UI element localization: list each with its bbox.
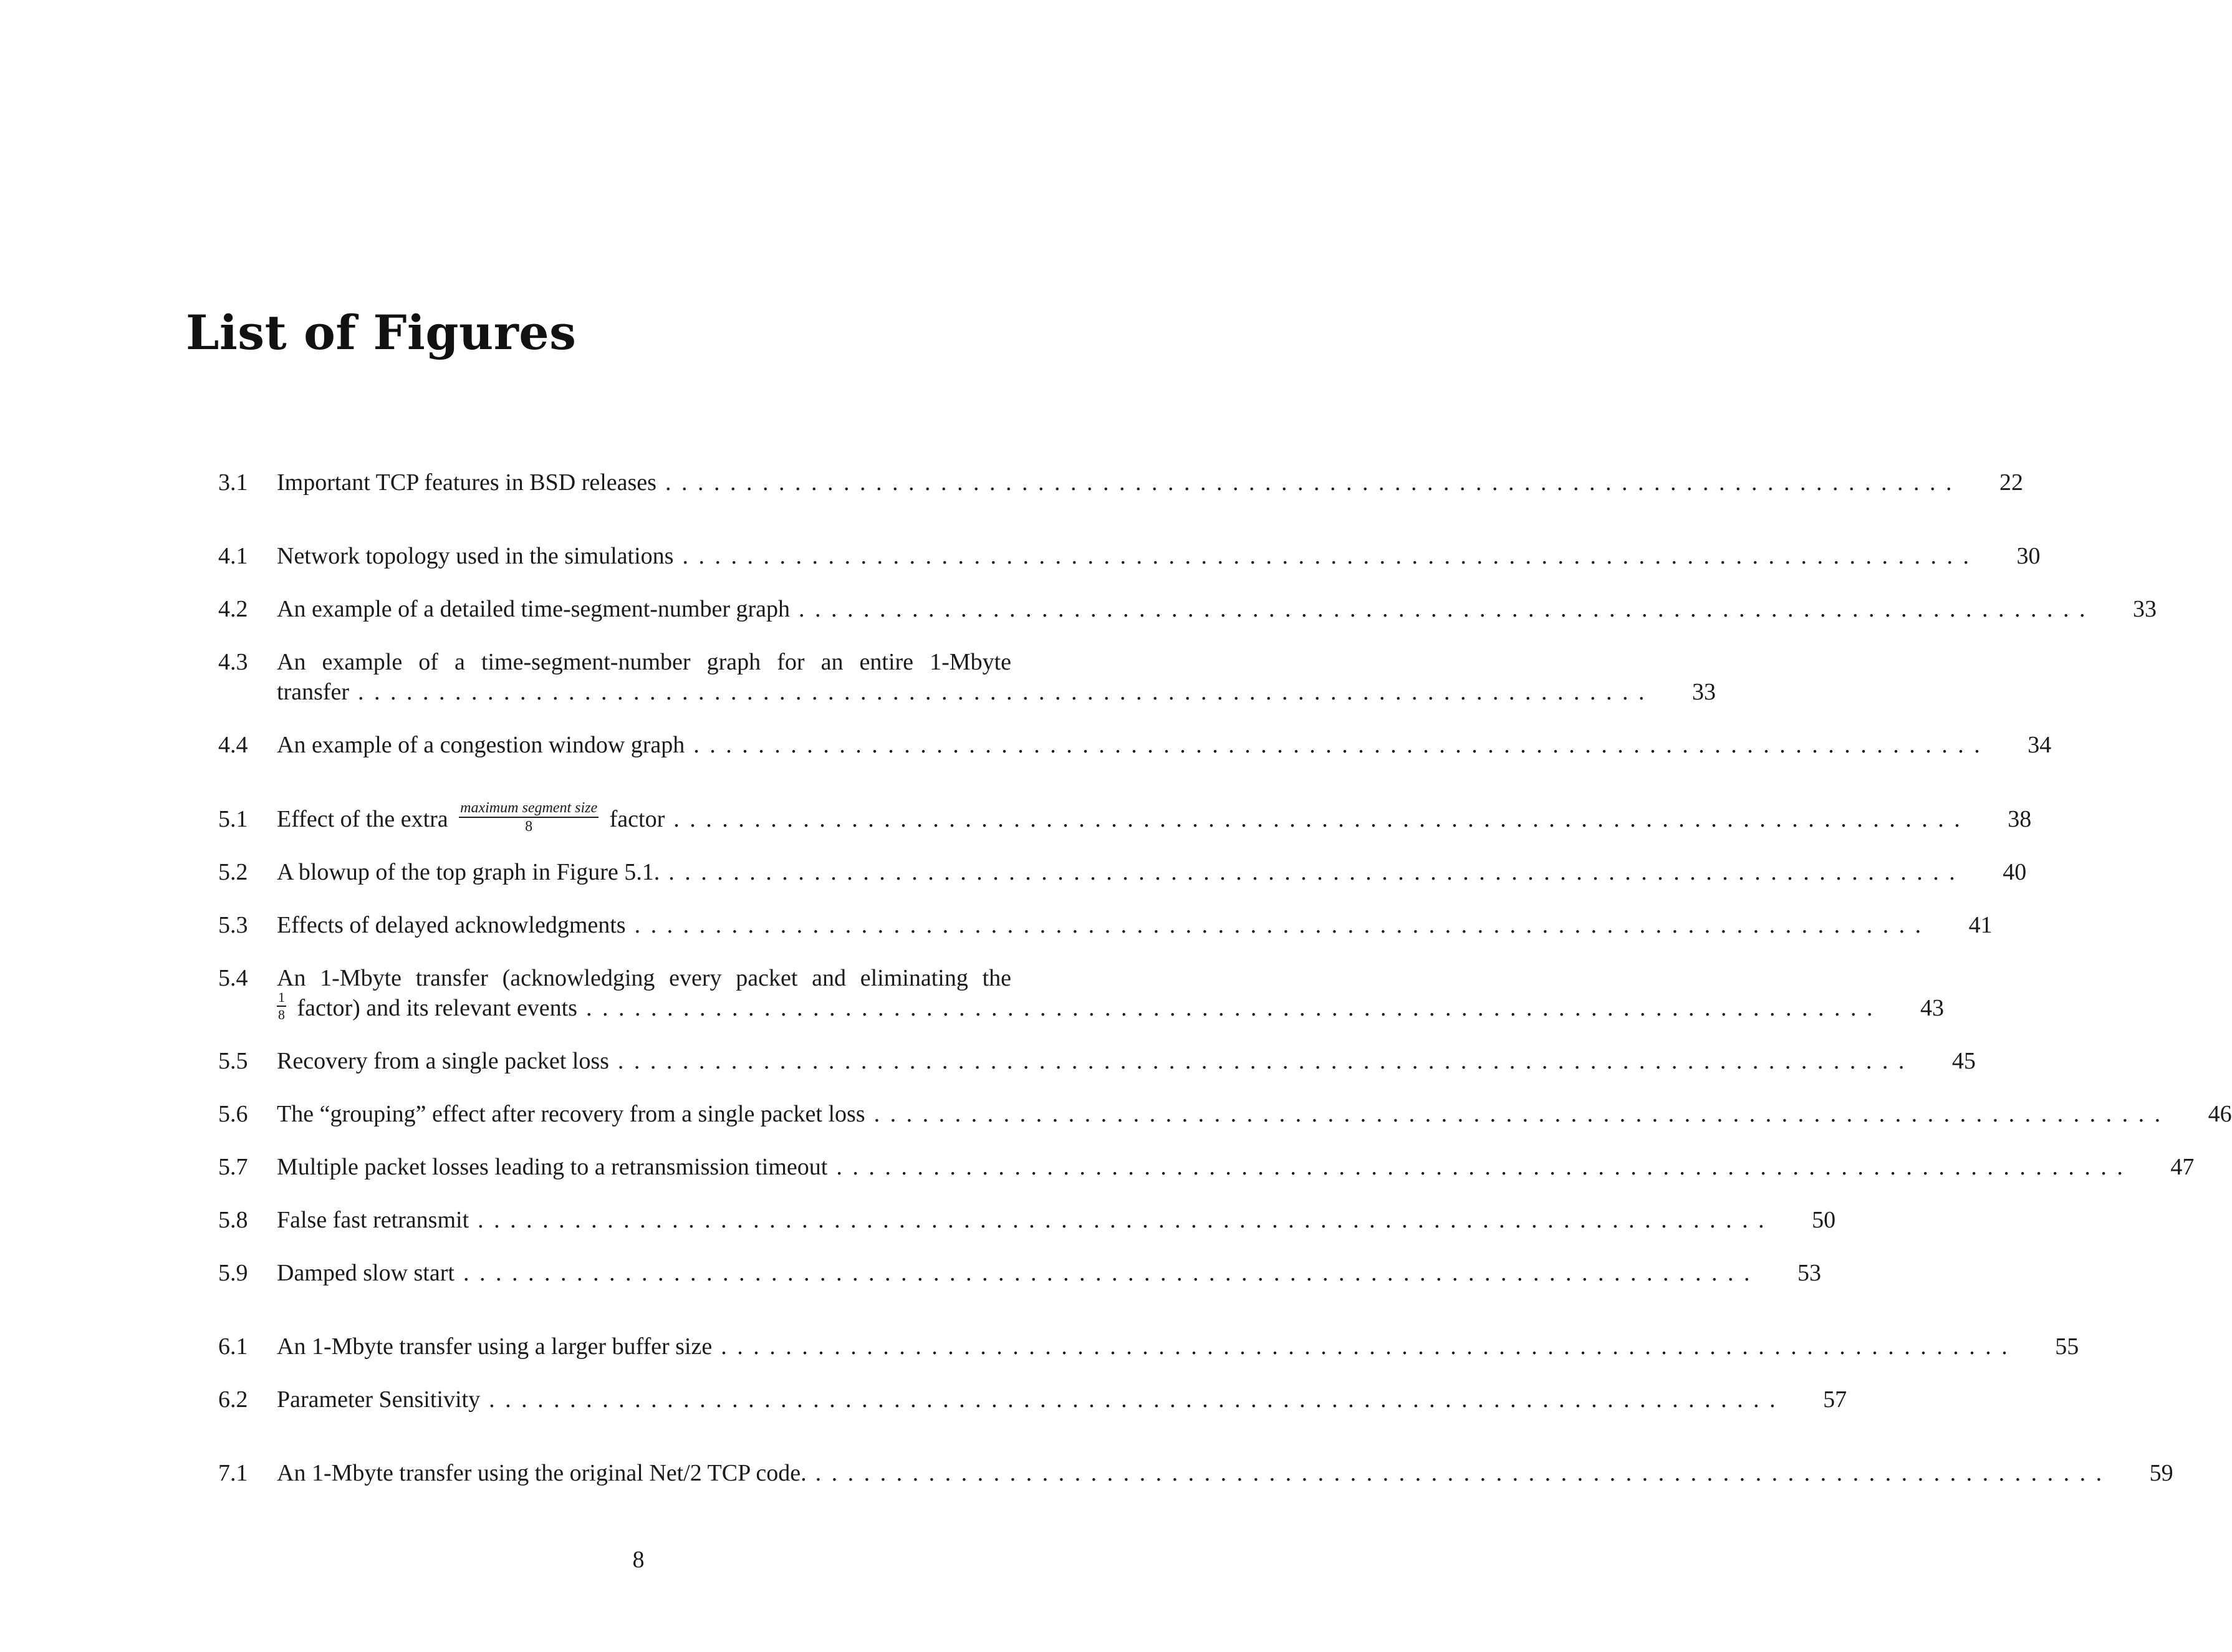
- figure-number: 6.1: [218, 1333, 248, 1360]
- list-item[interactable]: [218, 541, 2041, 571]
- list-item[interactable]: [218, 647, 1716, 707]
- page-number: 57: [1823, 1386, 1847, 1413]
- list-item[interactable]: [218, 1152, 2195, 1182]
- dot-leader: ................................................................................: [665, 469, 1962, 496]
- dot-leader: ................................................................................: [721, 1333, 2018, 1360]
- page-number: 53: [1797, 1260, 1821, 1286]
- dot-leader: ................................................................................: [463, 1260, 1760, 1286]
- page-number: 30: [2016, 543, 2041, 569]
- dot-leader: ................................................................................: [799, 596, 2096, 622]
- figure-title: An 1-Mbyte transfer using a larger buffer size: [277, 1333, 713, 1360]
- figure-number: 5.9: [218, 1260, 248, 1286]
- list-item[interactable]: [218, 857, 2027, 887]
- page-number: 41: [1968, 912, 1993, 938]
- page-number: 43: [1920, 995, 1944, 1021]
- page-number: 40: [2003, 859, 2027, 885]
- dot-leader: ................................................................................: [815, 1460, 2112, 1486]
- figure-number: 5.5: [218, 1048, 248, 1074]
- list-item[interactable]: [218, 468, 2023, 497]
- page-number: 38: [2008, 806, 2032, 832]
- dot-leader: ................................................................................: [693, 732, 1991, 758]
- figure-number: 3.1: [218, 469, 248, 496]
- figure-number: 6.2: [218, 1386, 248, 1413]
- figure-title: Recovery from a single packet loss: [277, 1048, 609, 1074]
- dot-leader: ................................................................................: [682, 543, 1979, 569]
- figure-title-line2: transfer: [277, 679, 350, 705]
- fraction-denominator: 8: [278, 1007, 285, 1023]
- list-item[interactable]: [218, 1205, 1836, 1235]
- figure-title: Network topology used in the simulations: [277, 543, 674, 569]
- figure-title: An example of a detailed time-segment-number graph: [277, 596, 791, 622]
- figure-number: 4.3: [218, 649, 248, 675]
- figure-title: The “grouping” effect after recovery from a single packet loss: [277, 1101, 865, 1127]
- figure-number: 5.1: [218, 806, 248, 832]
- fraction: [277, 991, 286, 1022]
- figure-number: 5.7: [218, 1154, 248, 1180]
- figure-number: 7.1: [218, 1460, 248, 1486]
- figure-title: Effects of delayed acknowledgments: [277, 912, 626, 938]
- page-number: 46: [2208, 1101, 2232, 1127]
- page-number: 33: [1692, 679, 1716, 705]
- list-item[interactable]: [218, 1458, 2173, 1488]
- figure-number: 5.4: [218, 965, 248, 991]
- figure-number: 4.2: [218, 596, 248, 622]
- figure-title: Parameter Sensitivity: [277, 1386, 481, 1413]
- figure-title: Important TCP features in BSD releases: [277, 469, 657, 496]
- dot-leader: ................................................................................: [634, 912, 1931, 938]
- page-number: 45: [1951, 1048, 1976, 1074]
- figure-title-line1: An 1-Mbyte transfer (acknowledging every packet and eliminating the: [277, 965, 1011, 991]
- dot-leader: ................................................................................: [358, 679, 1655, 705]
- page-number: 22: [1999, 469, 2023, 496]
- fraction-numerator: 1: [277, 991, 286, 1007]
- page-number: 50: [1812, 1207, 1836, 1233]
- figure-number: 5.6: [218, 1101, 248, 1127]
- list-item[interactable]: [218, 1258, 1821, 1288]
- figure-number: 4.1: [218, 543, 248, 569]
- list-item[interactable]: [218, 1099, 2232, 1129]
- list-item[interactable]: [218, 1332, 2079, 1361]
- page-number: 34: [2028, 732, 2052, 758]
- list-item[interactable]: [218, 730, 2052, 760]
- dot-leader: ................................................................................: [489, 1386, 1786, 1413]
- dot-leader: ................................................................................: [585, 995, 1883, 1021]
- figure-title-line2: factor) and its relevant events: [297, 995, 577, 1021]
- figure-title: Multiple packet losses leading to a retransmission timeout: [277, 1154, 828, 1180]
- list-item[interactable]: [218, 594, 2157, 624]
- dot-leader: ................................................................................: [673, 806, 1971, 832]
- figure-number: 5.3: [218, 912, 248, 938]
- figure-number: 5.2: [218, 859, 248, 885]
- dot-leader: ................................................................................: [617, 1048, 1915, 1074]
- list-item[interactable]: [218, 1046, 1976, 1076]
- page-title: List of Figures: [186, 305, 577, 360]
- figure-title: Damped slow start: [277, 1260, 455, 1286]
- list-item[interactable]: [218, 1385, 1847, 1414]
- list-item[interactable]: [218, 910, 1993, 940]
- dot-leader: ................................................................................: [478, 1207, 1775, 1233]
- dot-leader: ................................................................................: [836, 1154, 2133, 1180]
- figure-title: False fast retransmit: [277, 1207, 469, 1233]
- dot-leader: ................................................................................: [873, 1101, 2171, 1127]
- page-number: 59: [2149, 1460, 2173, 1486]
- fraction-numerator: maximum segment size: [459, 800, 599, 818]
- list-item[interactable]: [218, 800, 2032, 835]
- figure-title: An 1-Mbyte transfer using the original Net/2 TCP code.: [277, 1460, 807, 1486]
- fraction: [459, 800, 599, 834]
- page-footer-number: 8: [632, 1547, 645, 1573]
- list-item[interactable]: [218, 963, 1944, 1023]
- figure-title-prefix: Effect of the extra: [277, 806, 448, 832]
- fraction-denominator: 8: [525, 819, 533, 835]
- dot-leader: ................................................................................: [668, 859, 1966, 885]
- page-number: 47: [2170, 1154, 2195, 1180]
- figure-number: 5.8: [218, 1207, 248, 1233]
- page-number: 55: [2055, 1333, 2079, 1360]
- figure-title: An example of a congestion window graph: [277, 732, 685, 758]
- figure-title: A blowup of the top graph in Figure 5.1.: [277, 859, 660, 885]
- figure-number: 4.4: [218, 732, 248, 758]
- figure-title-line1: An example of a time-segment-number graph for an entire 1-Mbyte: [277, 649, 1011, 675]
- page-number: 33: [2133, 596, 2157, 622]
- figure-title-suffix: factor: [609, 806, 665, 832]
